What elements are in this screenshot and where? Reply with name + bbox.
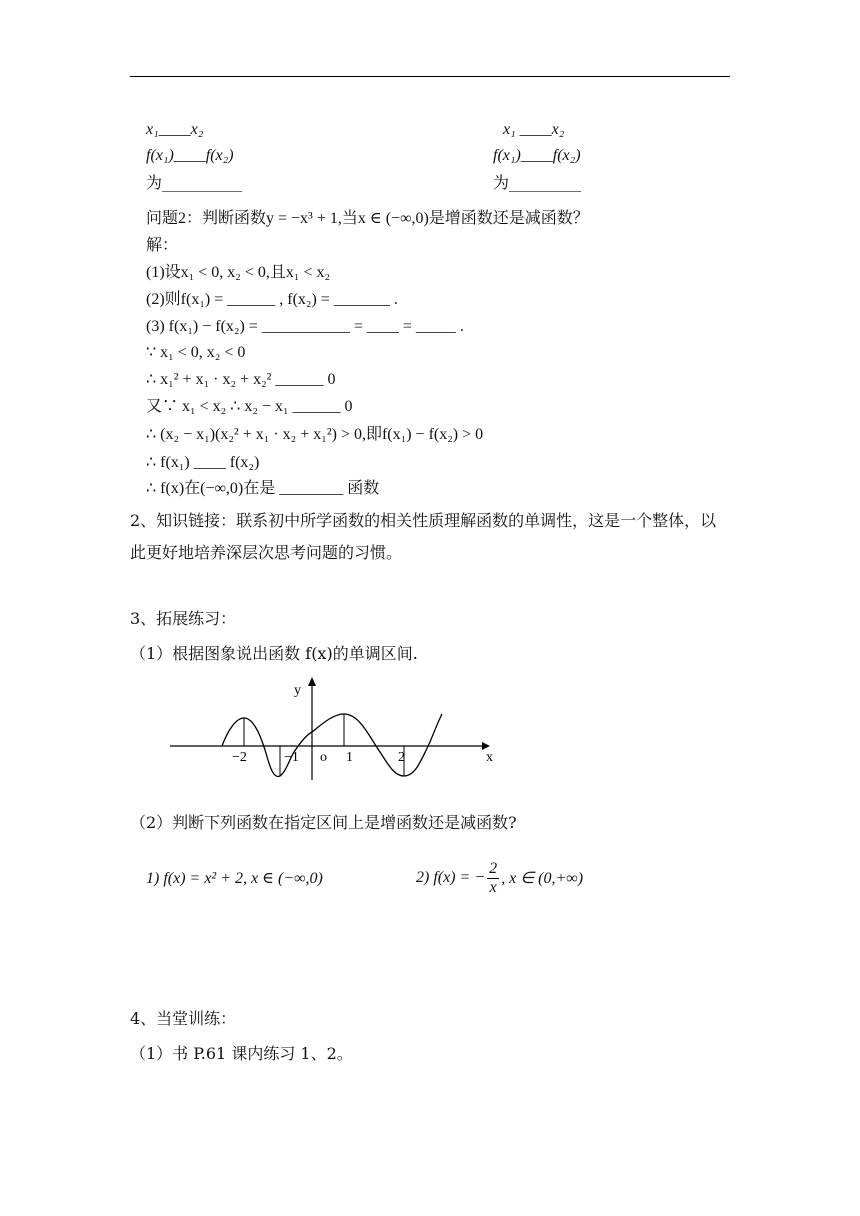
function-graph <box>160 672 510 782</box>
compare-left-row2: f(x₁)____f(x₂) <box>146 147 234 164</box>
section4-q1: （1）书 P.61 课内练习 1、2。 <box>130 1044 353 1063</box>
section3-q1: （1）根据图象说出函数 f(x)的单调区间. <box>130 644 418 663</box>
problem2-step-6: 又∵ x₁ < x₂ ∴ x₂ − x₁ ______ 0 <box>146 398 353 415</box>
tick-label-2: 2 <box>398 750 405 765</box>
function-curve <box>222 714 442 776</box>
exercise-f2-prefix: 2) f(x) = − <box>416 869 486 886</box>
exercise-f2-fraction <box>487 860 499 897</box>
problem2-step-2: (2)则f(x₁) = ______ , f(x₂) = _______ . <box>146 291 398 308</box>
compare-right-row2: f(x₁)____f(x₂) <box>493 147 581 164</box>
x-axis-arrow <box>482 742 490 750</box>
section3-q2: （2）判断下列函数在指定区间上是增函数还是减函数? <box>130 813 517 832</box>
compare-right-row1: x₁ ____x₂ <box>503 121 565 138</box>
problem2-step-3: (3) f(x₁) − f(x₂) = ___________ = ____ = _____ . <box>146 318 464 335</box>
exercise-f2-numerator: 2 <box>489 859 498 877</box>
problem2-step-7: ∴ (x₂ − x₁)(x₂² + x₁ · x₂ + x₁²) > 0,即f(x₁) − f(x₂) > 0 <box>146 426 484 443</box>
problem2-step-1: (1)设x₁ < 0, x₂ < 0,且x₁ < x₂ <box>146 264 331 281</box>
header-rule <box>130 76 730 77</box>
section4-title: 4、当堂训练： <box>130 1009 237 1028</box>
problem2-step-9: ∴ f(x)在(−∞,0)在是 ________ 函数 <box>146 480 380 497</box>
tick-label-neg2: −2 <box>232 750 247 765</box>
compare-right-row3: 为_________ <box>493 173 582 192</box>
compare-left-row1: x₁____x₂ <box>146 121 204 138</box>
tick-label-1: 1 <box>346 750 353 765</box>
exercise-f2 <box>416 856 583 900</box>
y-axis-arrow <box>308 677 316 686</box>
section2-text: 2、知识链接：联系初中所学函数的相关性质理解函数的单调性，这是一个整体，以此更好地培养深层次思考问题的习惯。 <box>130 511 717 562</box>
exercise-f2-suffix: , x ∈ (0,+∞) <box>501 870 584 887</box>
origin-label: o <box>320 750 327 765</box>
problem2-solve: 解： <box>146 237 179 254</box>
problem2-title: 问题2：判断函数y = −x³ + 1,当x ∈ (−∞,0)是增函数还是减函数？ <box>146 210 589 227</box>
problem2-step-8: ∴ f(x₁) ____ f(x₂) <box>146 454 260 471</box>
problem2-step-5: ∴ x₁² + x₁ · x₂ + x₂² ______ 0 <box>146 371 336 388</box>
problem2-step-4: ∵ x₁ < 0, x₂ < 0 <box>146 344 246 361</box>
section3-title: 3、拓展练习： <box>130 609 237 628</box>
compare-left-row3: 为__________ <box>146 173 243 192</box>
exercise-f1: 1) f(x) = x² + 2, x ∈ (−∞,0) <box>146 870 323 887</box>
exercise-f2-denominator: x <box>489 878 497 896</box>
tick-label-neg1: −1 <box>284 750 299 765</box>
y-axis-label: y <box>294 683 301 698</box>
x-axis-label: x <box>486 750 493 765</box>
